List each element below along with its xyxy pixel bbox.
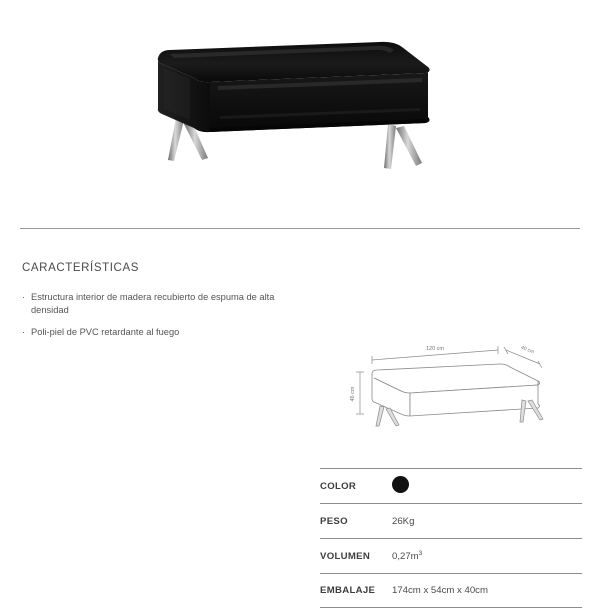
table-row: [320, 468, 582, 503]
spec-label-color: COLOR: [320, 480, 357, 492]
spec-label-volumen: VOLUMEN: [320, 550, 371, 562]
volumen-number: 0,27m: [392, 551, 419, 563]
characteristics-section: [22, 262, 302, 348]
spec-label-embalaje: EMBALAJE: [320, 585, 376, 596]
volumen-exponent: 3: [418, 549, 423, 557]
spec-value-color: [392, 476, 409, 496]
bench-outline: [372, 364, 540, 416]
bullet-icon: ·: [22, 327, 26, 337]
depth-label: 40 cm: [519, 344, 535, 356]
table-row: [320, 538, 582, 573]
height-label: 46 cm: [350, 386, 356, 402]
characteristics-title: CARACTERÍSTICAS: [22, 262, 139, 274]
bullet-icon: ·: [22, 292, 26, 302]
list-item: [22, 291, 302, 317]
list-item-text: Estructura interior de madera recubierto de espuma de alta densidad: [31, 292, 275, 315]
characteristics-list: [22, 291, 302, 339]
dimension-drawing: [330, 336, 580, 456]
bench-illustration: [140, 20, 460, 210]
table-row: [320, 573, 582, 608]
dimension-diagram: [330, 336, 580, 456]
color-swatch: [392, 476, 409, 493]
spec-label-peso: PESO: [320, 515, 348, 527]
spec-value-embalaje: 174cm x 54cm x 40cm: [392, 585, 488, 596]
spec-value-peso: 26Kg: [392, 515, 415, 527]
bench-body: [158, 42, 430, 132]
spec-table: [320, 468, 582, 608]
list-item: [22, 326, 302, 339]
spec-value-volumen: [392, 550, 422, 562]
list-item-text: Poli-piel de PVC retardante al fuego: [31, 327, 180, 337]
width-label: 120 cm: [425, 346, 445, 352]
table-row: [320, 503, 582, 538]
section-divider: [20, 228, 580, 229]
product-photo: [0, 20, 600, 215]
